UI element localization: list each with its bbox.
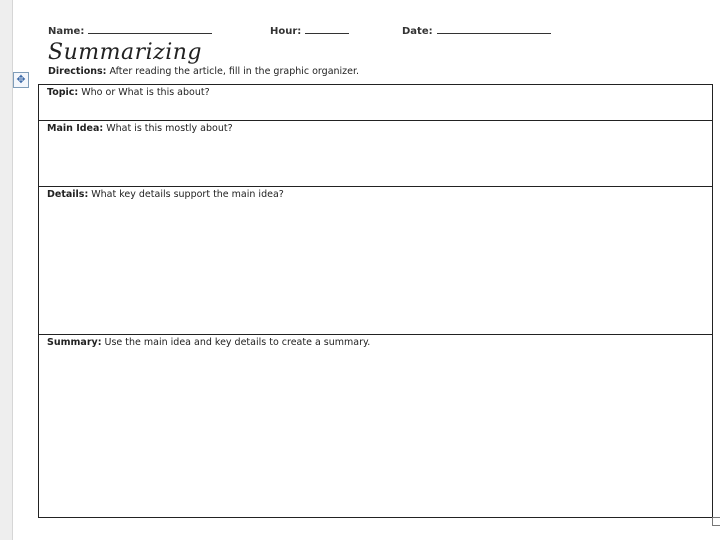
topic-box[interactable]: [39, 85, 712, 121]
hour-field[interactable]: [270, 24, 349, 37]
details-box[interactable]: [39, 187, 712, 335]
topic-question: Who or What is this about?: [78, 87, 210, 98]
name-blank-line[interactable]: [88, 24, 212, 34]
date-label: Date:: [402, 26, 433, 37]
hour-blank-line[interactable]: [305, 24, 349, 34]
directions-line: [48, 66, 359, 77]
summary-label: Summary:: [47, 337, 102, 348]
summary-prompt: [47, 337, 370, 348]
date-field[interactable]: [402, 24, 551, 37]
details-prompt: [47, 189, 284, 200]
name-field[interactable]: [48, 24, 212, 37]
page-title: Summarizing: [48, 40, 203, 65]
main-idea-question: What is this mostly about?: [103, 123, 233, 134]
move-arrows-icon[interactable]: ✥: [13, 72, 29, 88]
resize-square-icon[interactable]: [712, 517, 720, 526]
student-info-row: [48, 24, 648, 38]
date-blank-line[interactable]: [437, 24, 551, 34]
hour-label: Hour:: [270, 26, 302, 37]
topic-prompt: [47, 87, 210, 98]
details-question: What key details support the main idea?: [88, 189, 284, 200]
main-idea-prompt: [47, 123, 233, 134]
page-left-margin: [0, 0, 13, 540]
main-idea-box[interactable]: [39, 121, 712, 187]
main-idea-label: Main Idea:: [47, 123, 104, 134]
topic-label: Topic:: [47, 87, 79, 98]
summary-box[interactable]: [39, 335, 712, 517]
details-label: Details:: [47, 189, 89, 200]
name-label: Name:: [48, 26, 85, 37]
summary-question: Use the main idea and key details to create a summary.: [101, 337, 371, 348]
graphic-organizer-table: [38, 84, 713, 518]
directions-label: Directions:: [48, 66, 107, 77]
directions-text: After reading the article, fill in the graphic organizer.: [106, 66, 360, 77]
